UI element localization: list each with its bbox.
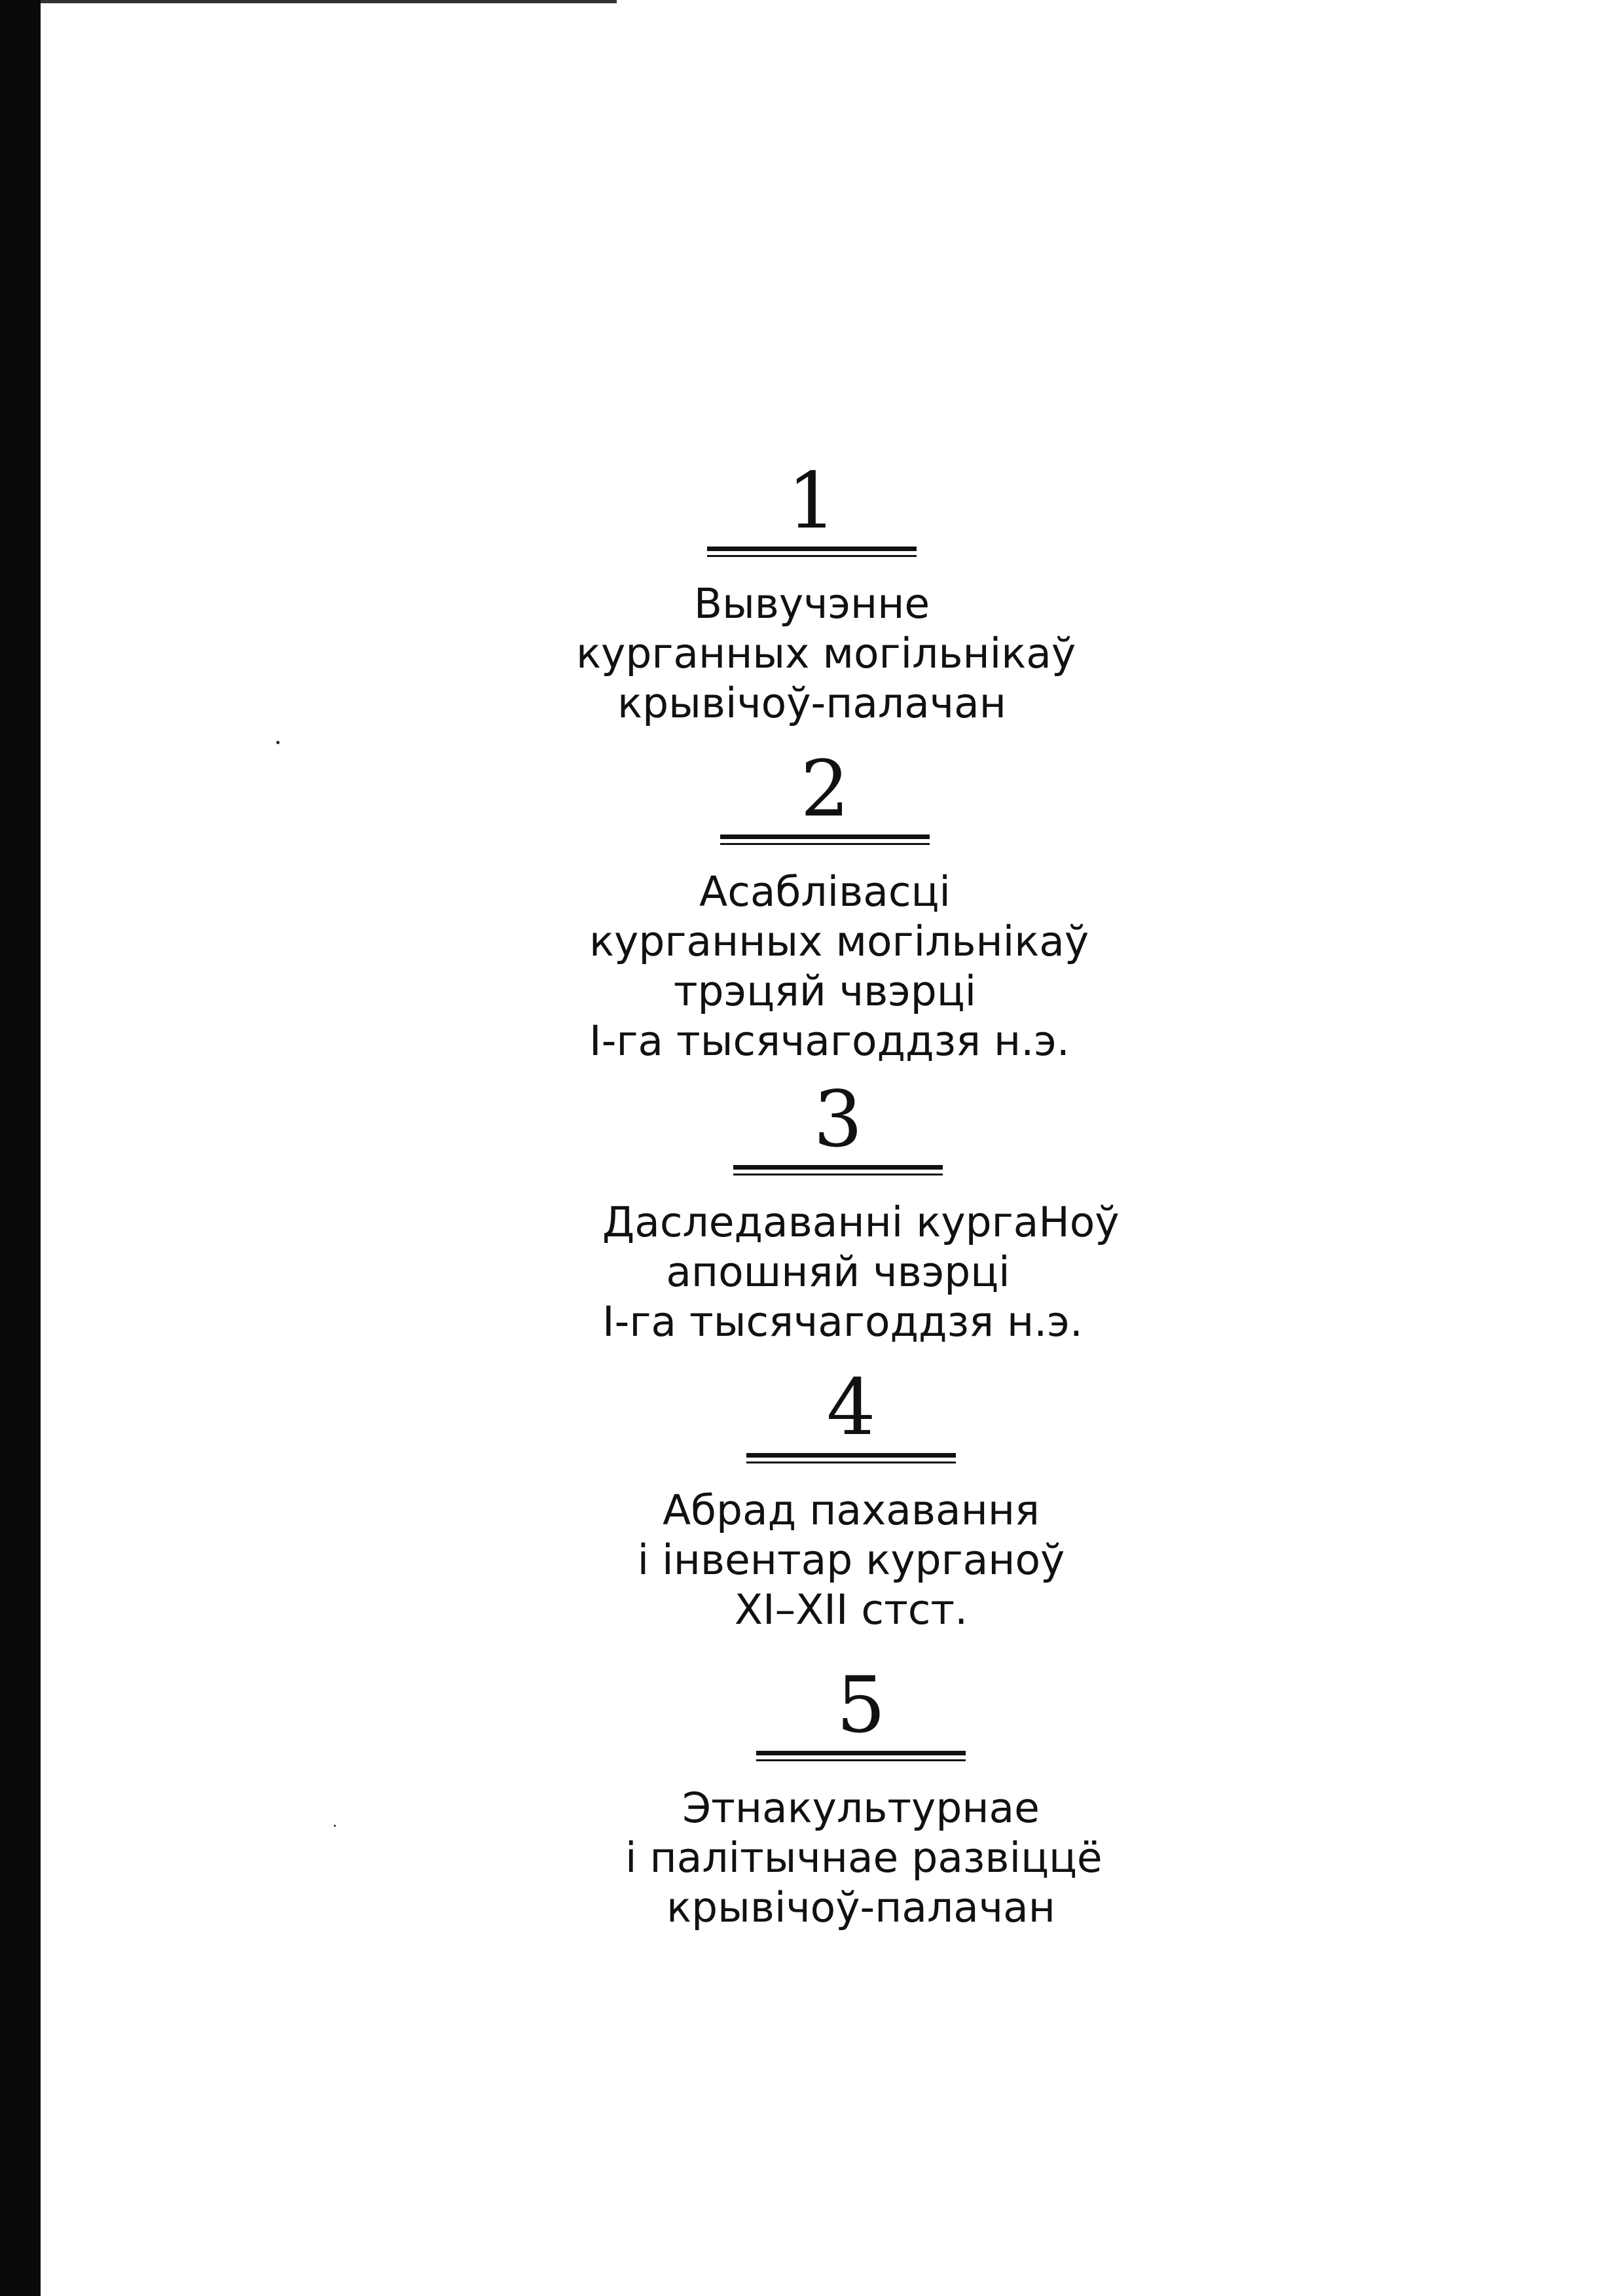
section-title [625,1784,1103,1933]
section-5 [625,1660,1103,1933]
section-1 [576,456,1076,728]
section-title [589,867,1089,1066]
title-line: Абрад пахавання [663,1486,1040,1534]
title-line: і палітычнае развіццё [625,1834,1103,1882]
section-title [602,1198,1120,1347]
section-3 [602,1074,1120,1347]
title-line: Вывучэнне [693,580,930,628]
section-number: 3 [813,1074,863,1164]
scan-dark-edge [0,0,41,2296]
double-rule [756,1751,966,1761]
double-rule [733,1165,943,1175]
title-line: Этнакультурнае [682,1784,1040,1832]
title-line: Асаблівасці [699,868,951,916]
section-4 [615,1362,1087,1635]
title-line: трэцяй чвэрці [673,967,977,1015]
title-line: XI–XII стст. [734,1586,968,1634]
scan-speck [334,1825,336,1827]
double-rule [720,834,930,845]
section-title [615,1486,1087,1635]
section-title [576,579,1076,728]
section-number: 1 [787,456,837,546]
section-number: 5 [836,1660,886,1750]
title-line: І-га тысячагоддзя н.э. [589,1017,1070,1065]
title-line: курганных могільнікаў [576,630,1076,677]
double-rule [746,1453,956,1463]
title-line: курганных могільнікаў [589,918,1089,965]
double-rule [707,547,917,557]
title-line: Даследаванні кургаНоў [602,1198,1120,1246]
scan-top-edge [41,0,617,3]
scan-speck [276,741,280,744]
section-2 [589,744,1089,1066]
section-number: 2 [800,744,850,834]
title-line: апошняй чвэрці [666,1248,1010,1296]
title-line: І-га тысячагоддзя н.э. [602,1298,1083,1346]
section-number: 4 [826,1362,876,1452]
title-line: і інвентар курганоў [637,1536,1065,1584]
title-line: крывічоў-палачан [666,1884,1055,1931]
title-line: крывічоў-палачан [617,679,1006,727]
